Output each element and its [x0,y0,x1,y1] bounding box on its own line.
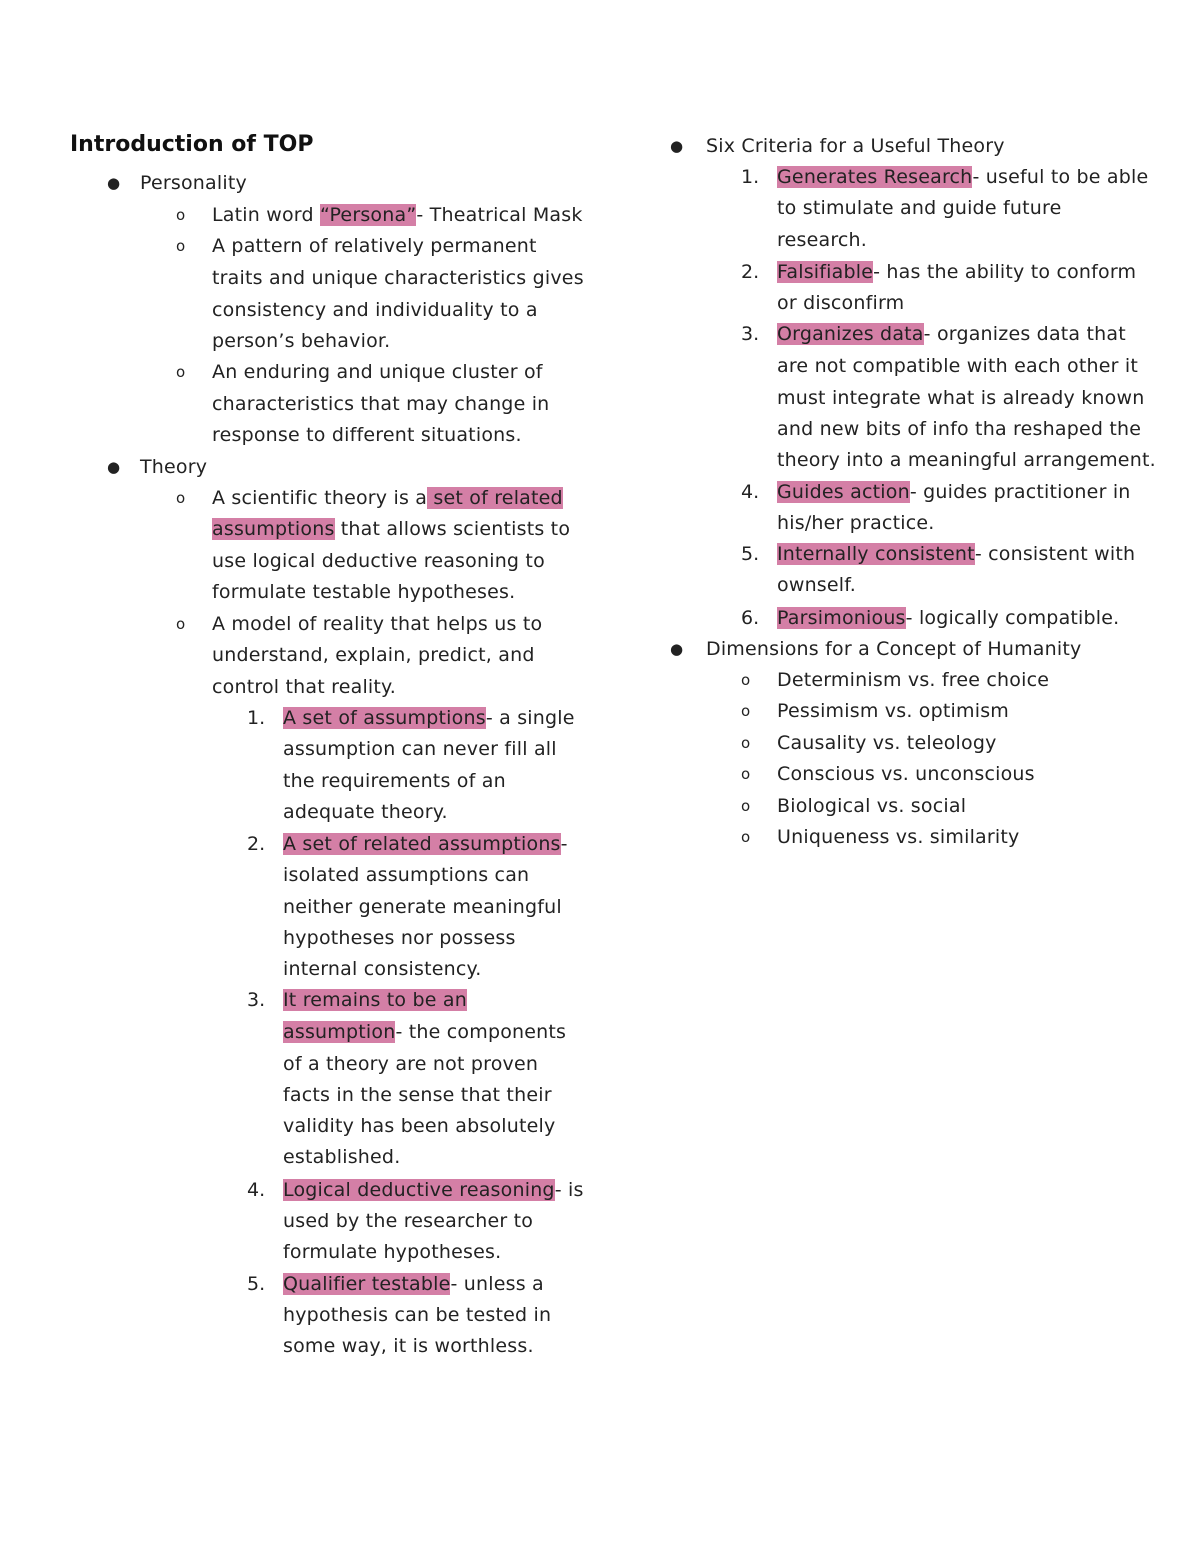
highlight: set of related [427,487,563,509]
section-dimensions-label: Dimensions for a Concept of Humanity [706,638,1082,660]
circle-bullet-icon: o [176,363,186,381]
highlight: Guides action [777,481,910,503]
criteria-item-3-line: theory into a meaningful arrangement. [777,449,1156,471]
theory-point-5-line: hypothesis can be tested in [283,1304,552,1326]
theory-point-1-line: the requirements of an [283,770,506,792]
criteria-item-4-line: Guides action- guides practitioner in [777,481,1131,503]
list-number: 3. [741,323,760,345]
section-personality-label: Personality [140,172,247,194]
highlight: Parsimonious [777,607,906,629]
personality-item-2-line: traits and unique characteristics gives [212,267,584,289]
theory-point-1-line: assumption can never fill all [283,738,557,760]
theory-def2-line: A model of reality that helps us to [212,613,543,635]
document-title: Introduction of TOP [70,132,314,157]
highlight: Falsifiable [777,261,874,283]
section-theory-label: Theory [140,456,208,478]
highlight: Generates Research [777,166,973,188]
circle-bullet-icon: o [741,765,751,783]
list-number: 4. [741,481,760,503]
circle-bullet-icon: o [176,237,186,255]
theory-def2-line: control that reality. [212,676,397,698]
highlight: Qualifier testable [283,1273,451,1295]
theory-point-2-line: A set of related assumptions- [283,833,568,855]
criteria-item-3-line: are not compatible with each other it [777,355,1138,377]
dimension-item: Biological vs. social [777,795,967,817]
highlight: Internally consistent [777,543,975,565]
criteria-item-2-line: or disconfirm [777,292,905,314]
criteria-item-1-line: to stimulate and guide future [777,197,1062,219]
highlight: Organizes data [777,323,924,345]
list-number: 2. [247,833,266,855]
theory-def1-line: A scientific theory is a set of related [212,487,563,509]
criteria-item-3-line: and new bits of info tha reshaped the [777,418,1142,440]
theory-point-4-line: used by the researcher to [283,1210,534,1232]
theory-point-3-line: of a theory are not proven [283,1053,539,1075]
highlight: A set of assumptions [283,707,486,729]
list-number: 5. [247,1273,266,1295]
personality-item-3-line: An enduring and unique cluster of [212,361,543,383]
theory-def2-line: understand, explain, predict, and [212,644,535,666]
list-number: 4. [247,1179,266,1201]
list-number: 5. [741,543,760,565]
theory-point-4-line: Logical deductive reasoning- is [283,1179,584,1201]
highlight: “Persona” [319,204,417,226]
theory-point-2-line: isolated assumptions can [283,864,530,886]
theory-point-5-line: some way, it is worthless. [283,1335,534,1357]
personality-item-2-line: A pattern of relatively permanent [212,235,537,257]
dimension-item: Determinism vs. free choice [777,669,1050,691]
list-number: 1. [741,166,760,188]
theory-point-3-line [283,988,467,1012]
circle-bullet-icon: o [176,489,186,507]
criteria-item-1-line: research. [777,229,868,251]
criteria-item-2-line: Falsifiable- has the ability to conform [777,261,1137,283]
bullet-icon: ● [670,137,684,155]
theory-point-3-line: assumption- the components [283,1021,567,1043]
highlight: It remains to be an [283,989,467,1011]
bullet-icon: ● [107,458,121,476]
highlight: Logical deductive reasoning [283,1179,555,1201]
personality-item-2-line: person’s behavior. [212,330,391,352]
bullet-icon: ● [670,640,684,658]
theory-point-3-line: established. [283,1146,401,1168]
personality-item-1: Latin word “Persona”- Theatrical Mask [212,204,583,226]
criteria-item-3-line: Organizes data- organizes data that [777,323,1126,345]
theory-point-2-line: neither generate meaningful [283,896,562,918]
list-number: 1. [247,707,266,729]
personality-item-2-line: consistency and individuality to a [212,299,538,321]
circle-bullet-icon: o [741,702,751,720]
highlight: assumption [283,1021,396,1043]
section-criteria-label: Six Criteria for a Useful Theory [706,135,1005,157]
list-number: 3. [247,989,266,1011]
theory-def1-line: formulate testable hypotheses. [212,581,516,603]
personality-item-3-line: response to different situations. [212,424,522,446]
circle-bullet-icon: o [741,797,751,815]
criteria-item-3-line: must integrate what is already known [777,387,1145,409]
circle-bullet-icon: o [741,734,751,752]
theory-point-3-line: validity has been absolutely [283,1115,556,1137]
theory-def1-line: assumptions that allows scientists to [212,518,571,540]
theory-point-2-line: internal consistency. [283,958,482,980]
theory-point-3-line: facts in the sense that their [283,1084,552,1106]
criteria-item-1-line: Generates Research- useful to be able [777,166,1149,188]
bullet-icon: ● [107,174,121,192]
personality-item-3-line: characteristics that may change in [212,393,550,415]
circle-bullet-icon: o [176,206,186,224]
dimension-item: Causality vs. teleology [777,732,997,754]
highlight: assumptions [212,518,335,540]
theory-point-1-line: adequate theory. [283,801,448,823]
highlight: A set of related assumptions [283,833,561,855]
theory-point-2-line: hypotheses nor possess [283,927,516,949]
circle-bullet-icon: o [176,615,186,633]
theory-def1-line: use logical deductive reasoning to [212,550,545,572]
circle-bullet-icon: o [741,671,751,689]
criteria-item-4-line: his/her practice. [777,512,935,534]
list-number: 2. [741,261,760,283]
dimension-item: Uniqueness vs. similarity [777,826,1020,848]
theory-point-4-line: formulate hypotheses. [283,1241,502,1263]
theory-point-5-line: Qualifier testable- unless a [283,1273,544,1295]
circle-bullet-icon: o [741,828,751,846]
theory-point-1-line: A set of assumptions- a single [283,707,575,729]
dimension-item: Pessimism vs. optimism [777,700,1010,722]
criteria-item-6-line: Parsimonious- logically compatible. [777,607,1120,629]
criteria-item-5-line: ownself. [777,574,857,596]
criteria-item-5-line: Internally consistent- consistent with [777,543,1136,565]
dimension-item: Conscious vs. unconscious [777,763,1035,785]
list-number: 6. [741,607,760,629]
